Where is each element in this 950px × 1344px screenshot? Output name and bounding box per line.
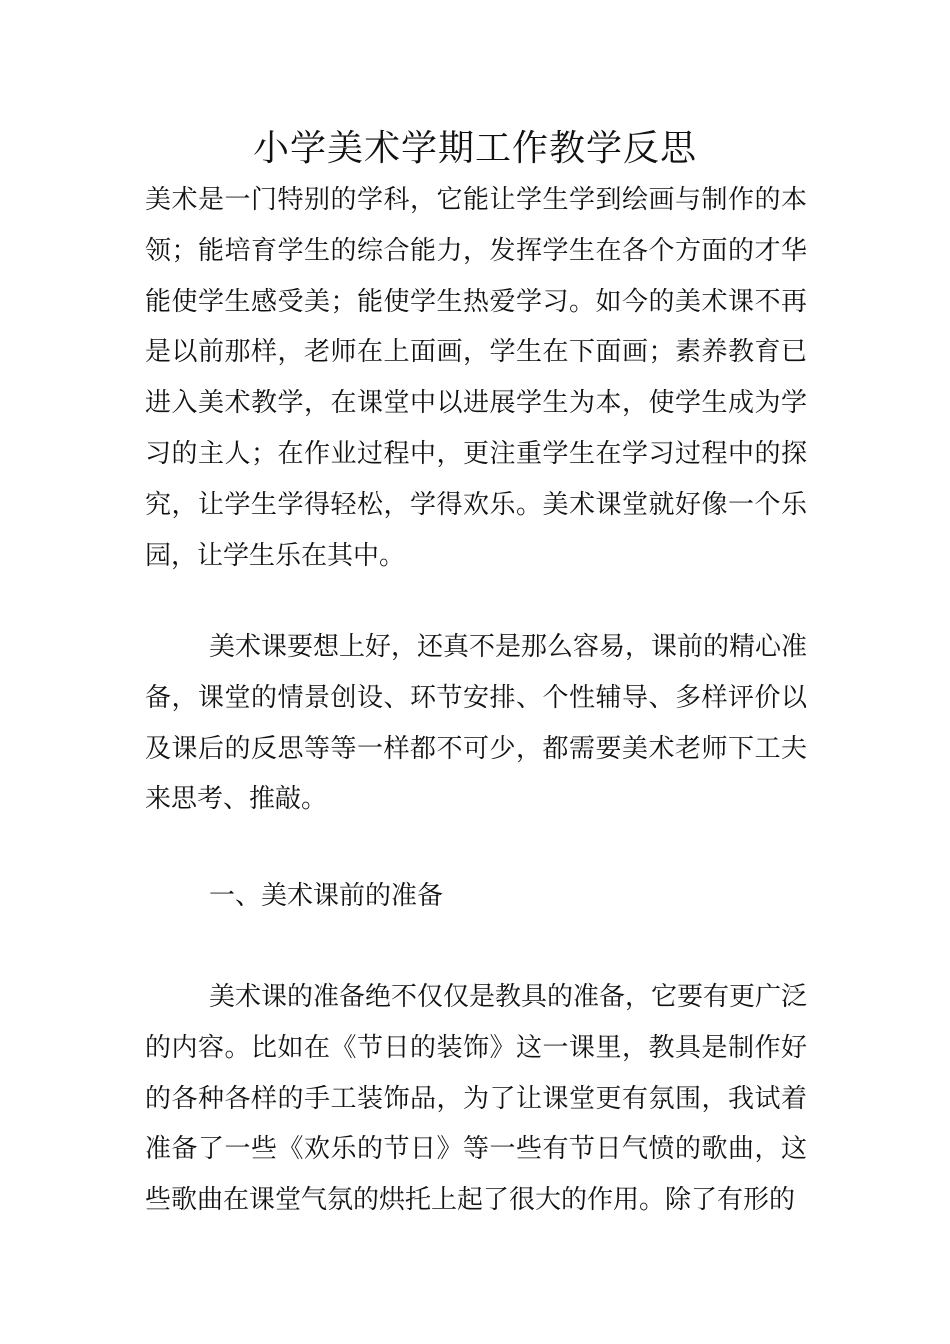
paragraph-intro: 美术是一门特别的学科，它能让学生学到绘画与制作的本领；能培育学生的综合能力，发挥学生在各个方面的才华能使学生感受美；能使学生热爱学习。如今的美术课不再是以前那样，老师在上面画，学生在下面画；素养教育已进入美术教学，在课堂中以进展学生为本，使学生成为学习的主人；在作业过程中，更注重学生在学习过程中的探究，让学生学得轻松，学得欢乐。美术课堂就好像一个乐园，让学生乐在其中。 — [145, 185, 807, 571]
paragraph-preparation-overview: 美术课要想上好，还真不是那么容易，课前的精心准备，课堂的情景创设、环节安排、个性辅导、多样评价以及课后的反思等等一样都不可少，都需要美术老师下工夫来思考、推敲。 — [145, 632, 808, 815]
section-heading-1: 一、美术课前的准备 — [209, 881, 444, 911]
paragraph-section-1: 美术课的准备绝不仅仅是教具的准备，它要有更广泛的内容。比如在《节日的装饰》这一课里，教具是制作好的各种各样的手工装饰品，为了让课堂更有氛围，我试着准备了一些《欢乐的节日》等一些有节日气愤的歌曲，这些歌曲在课堂气氛的烘托上起了很大的作用。除了有形的 — [145, 982, 808, 1216]
document-title: 小学美术学期工作教学反思 — [252, 128, 697, 169]
